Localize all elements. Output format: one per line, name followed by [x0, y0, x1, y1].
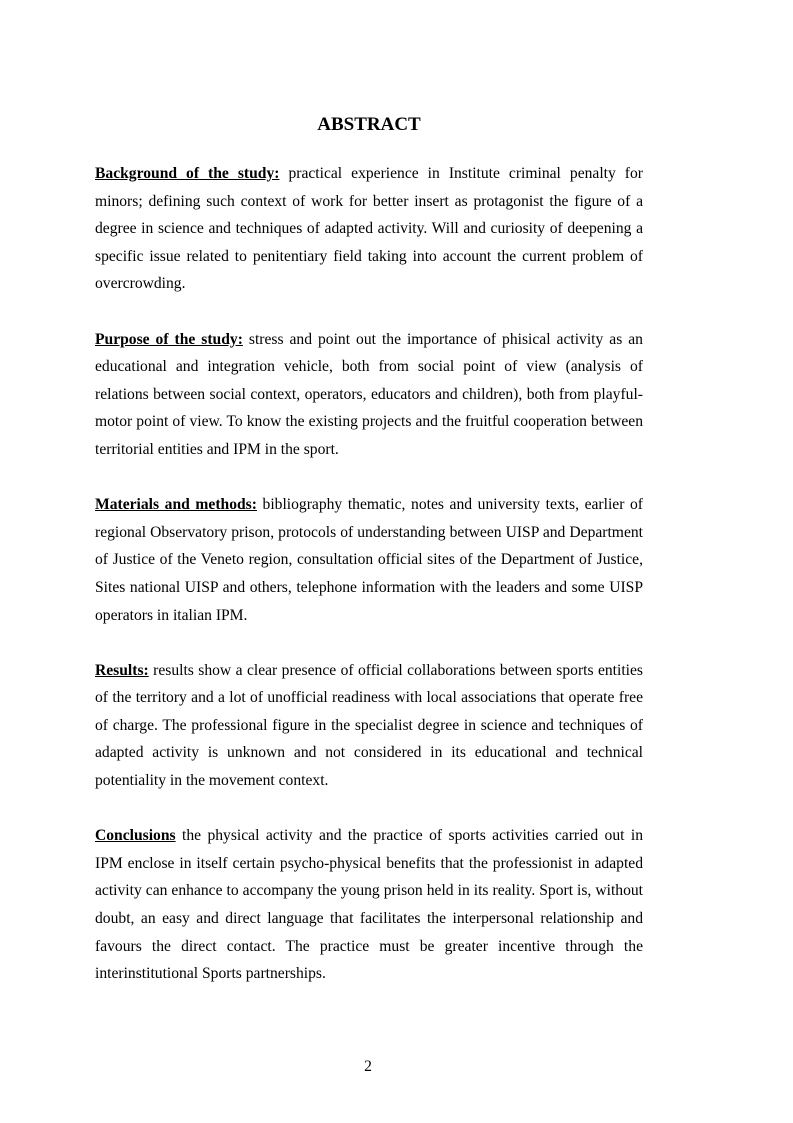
section-heading-purpose: Purpose of the study:: [95, 330, 243, 348]
section-heading-conclusions: Conclusions: [95, 827, 176, 845]
abstract-page: [95, 112, 643, 1015]
section-text-purpose: stress and point out the importance of phisical activity as an educational and integration vehicle, both from social point of view (analysis of relations between social context, operators, educators and children), both from playful-motor point of view. To know the existing projects and the fruitful cooperation between territorial entities and IPM in the sport.: [95, 330, 643, 458]
section-text-results: results show a clear presence of official collaborations between sports entities of the territory and a lot of unofficial readiness with local associations that operate free of charge. The professional figure in the specialist degree in science and techniques of adapted activity is unknown and not considered in its educational and technical potentiality in the movement context.: [95, 661, 643, 790]
section-heading-background: Background of the study:: [95, 165, 280, 182]
page-number: 2: [364, 1058, 372, 1075]
section-background: [95, 160, 643, 298]
section-heading-results: Results:: [95, 661, 149, 679]
section-text-conclusions: the physical activity and the practice of sports activities carried out in IPM enclose in itself certain psycho-physical benefits that the professionist in adapted activity can enhance to accompany the young prison held in its reality. Sport is, without doubt, an easy and direct language that facilitates the interpersonal relationship and favours the direct contact. The practice must be greater incentive through the interinstitutional Sports partnerships.: [95, 827, 643, 983]
abstract-title: ABSTRACT: [317, 114, 421, 135]
section-results: [95, 657, 643, 795]
section-text-materials-methods: bibliography thematic, notes and university texts, earlier of regional Observatory prison, protocols of understanding between UISP and Department of Justice of the Veneto region, consultation official sites of the Department of Justice, Sites national UISP and others, telephone information with the leaders and some UISP operators in italian IPM.: [95, 496, 643, 624]
section-heading-materials-methods: Materials and methods:: [95, 496, 257, 514]
section-text-background: practical experience in Institute criminal penalty for minors; defining such context of work for better insert as protagonist the figure of a degree in science and techniques of adapted activity. Will and curiosity of deepening a specific issue related to penitentiary field taking into account the current problem of overcrowding.: [95, 165, 643, 293]
section-purpose: [95, 326, 643, 464]
section-conclusions: [95, 822, 643, 988]
section-materials-methods: [95, 491, 643, 629]
